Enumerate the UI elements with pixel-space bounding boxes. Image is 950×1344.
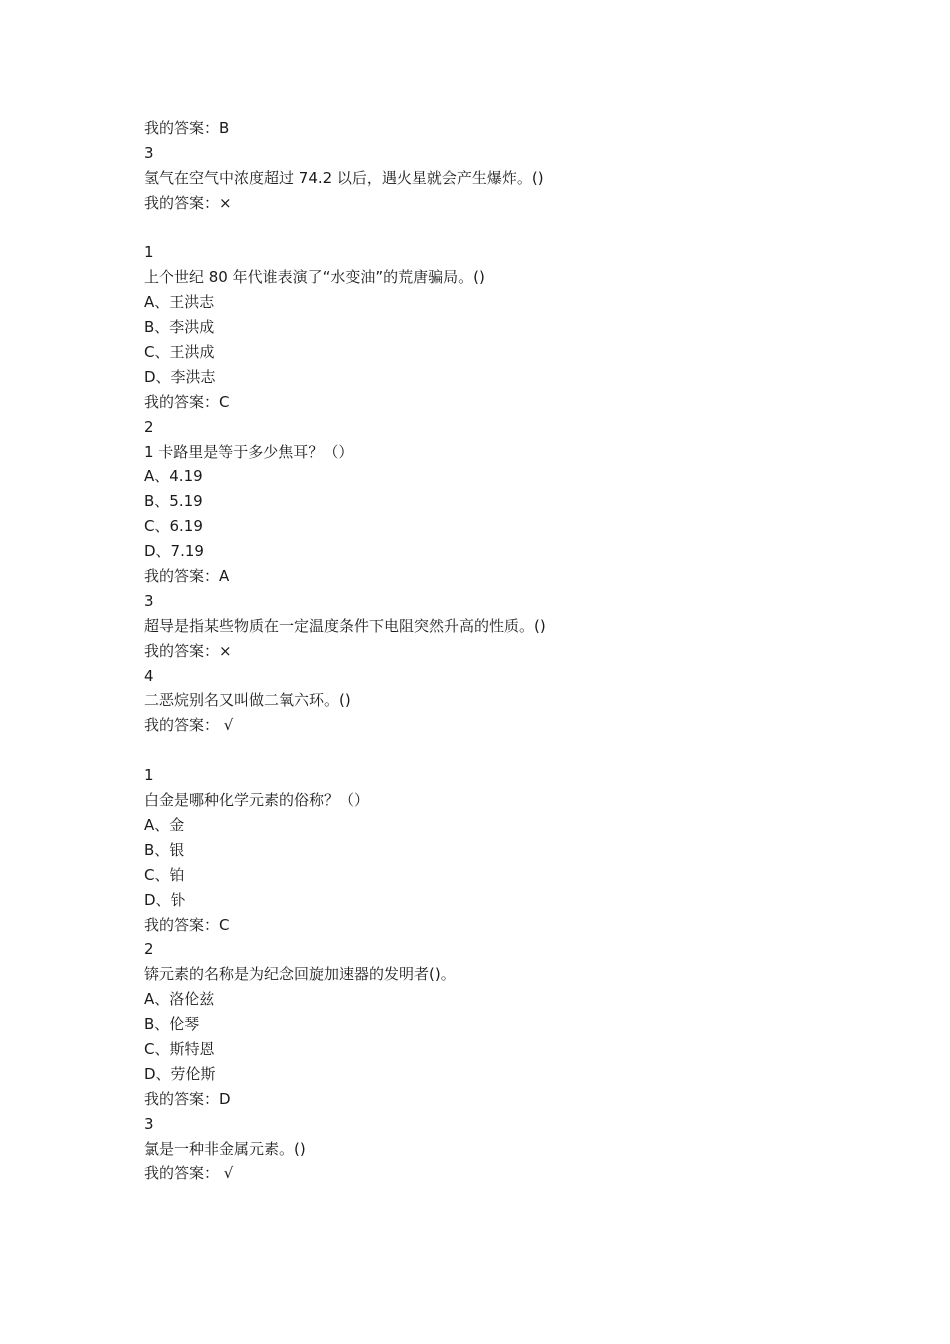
question-text: 白金是哪种化学元素的俗称？（） [144,791,370,810]
option-d: D、劳伦斯 [144,1064,216,1083]
section-gap [144,216,864,241]
answer-line: 我的答案： √ [144,1164,234,1183]
document-content [144,116,864,1186]
question-text: 锛元素的名称是为纪念回旋加速器的发明者()。 [144,965,456,984]
option-b: B、李洪成 [144,318,215,337]
answer-line: 我的答案：C [144,915,230,934]
question-number: 1 [144,766,154,785]
question-number: 4 [144,666,154,685]
question-text: 超导是指某些物质在一定温度条件下电阻突然升高的性质。() [144,616,546,635]
answer-line: 我的答案：B [144,119,230,137]
question-number: 2 [144,940,154,959]
question-text: 二恶烷别名又叫做二氧六环。() [144,691,351,710]
option-d: D、李洪志 [144,367,216,386]
option-a: A、洛伦兹 [144,990,215,1009]
question-number: 3 [144,143,154,162]
option-a: A、王洪志 [144,293,215,312]
question-text: 1 卡路里是等于多少焦耳？（） [144,442,354,461]
option-b: B、5.19 [144,492,203,511]
option-b: B、银 [144,840,185,859]
answer-line: 我的答案：A [144,567,230,586]
option-a: A、金 [144,815,185,834]
question-text: 氯是一种非金属元素。() [144,1139,306,1158]
option-a: A、4.19 [144,467,203,486]
option-b: B、伦琴 [144,1015,200,1034]
question-text: 上个世纪 80 年代谁表演了“水变油”的荒唐骗局。() [144,268,485,287]
section-gap [144,738,864,763]
question-number: 1 [144,243,154,262]
question-number: 2 [144,417,154,436]
option-c: C、王洪成 [144,343,215,362]
question-number: 3 [144,591,154,610]
answer-line: 我的答案： √ [144,716,234,735]
option-d: D、钋 [144,890,186,909]
answer-line: 我的答案：D [144,1089,231,1108]
option-d: D、7.19 [144,542,204,561]
option-c: C、6.19 [144,517,203,536]
answer-line: 我的答案：× [144,641,232,660]
question-number: 3 [144,1114,154,1133]
answer-line: 我的答案：C [144,392,230,411]
option-c: C、斯特恩 [144,1039,215,1058]
question-text: 氢气在空气中浓度超过 74.2 以后，遇火星就会产生爆炸。() [144,168,544,187]
answer-line: 我的答案：× [144,193,232,212]
option-c: C、铂 [144,865,185,884]
